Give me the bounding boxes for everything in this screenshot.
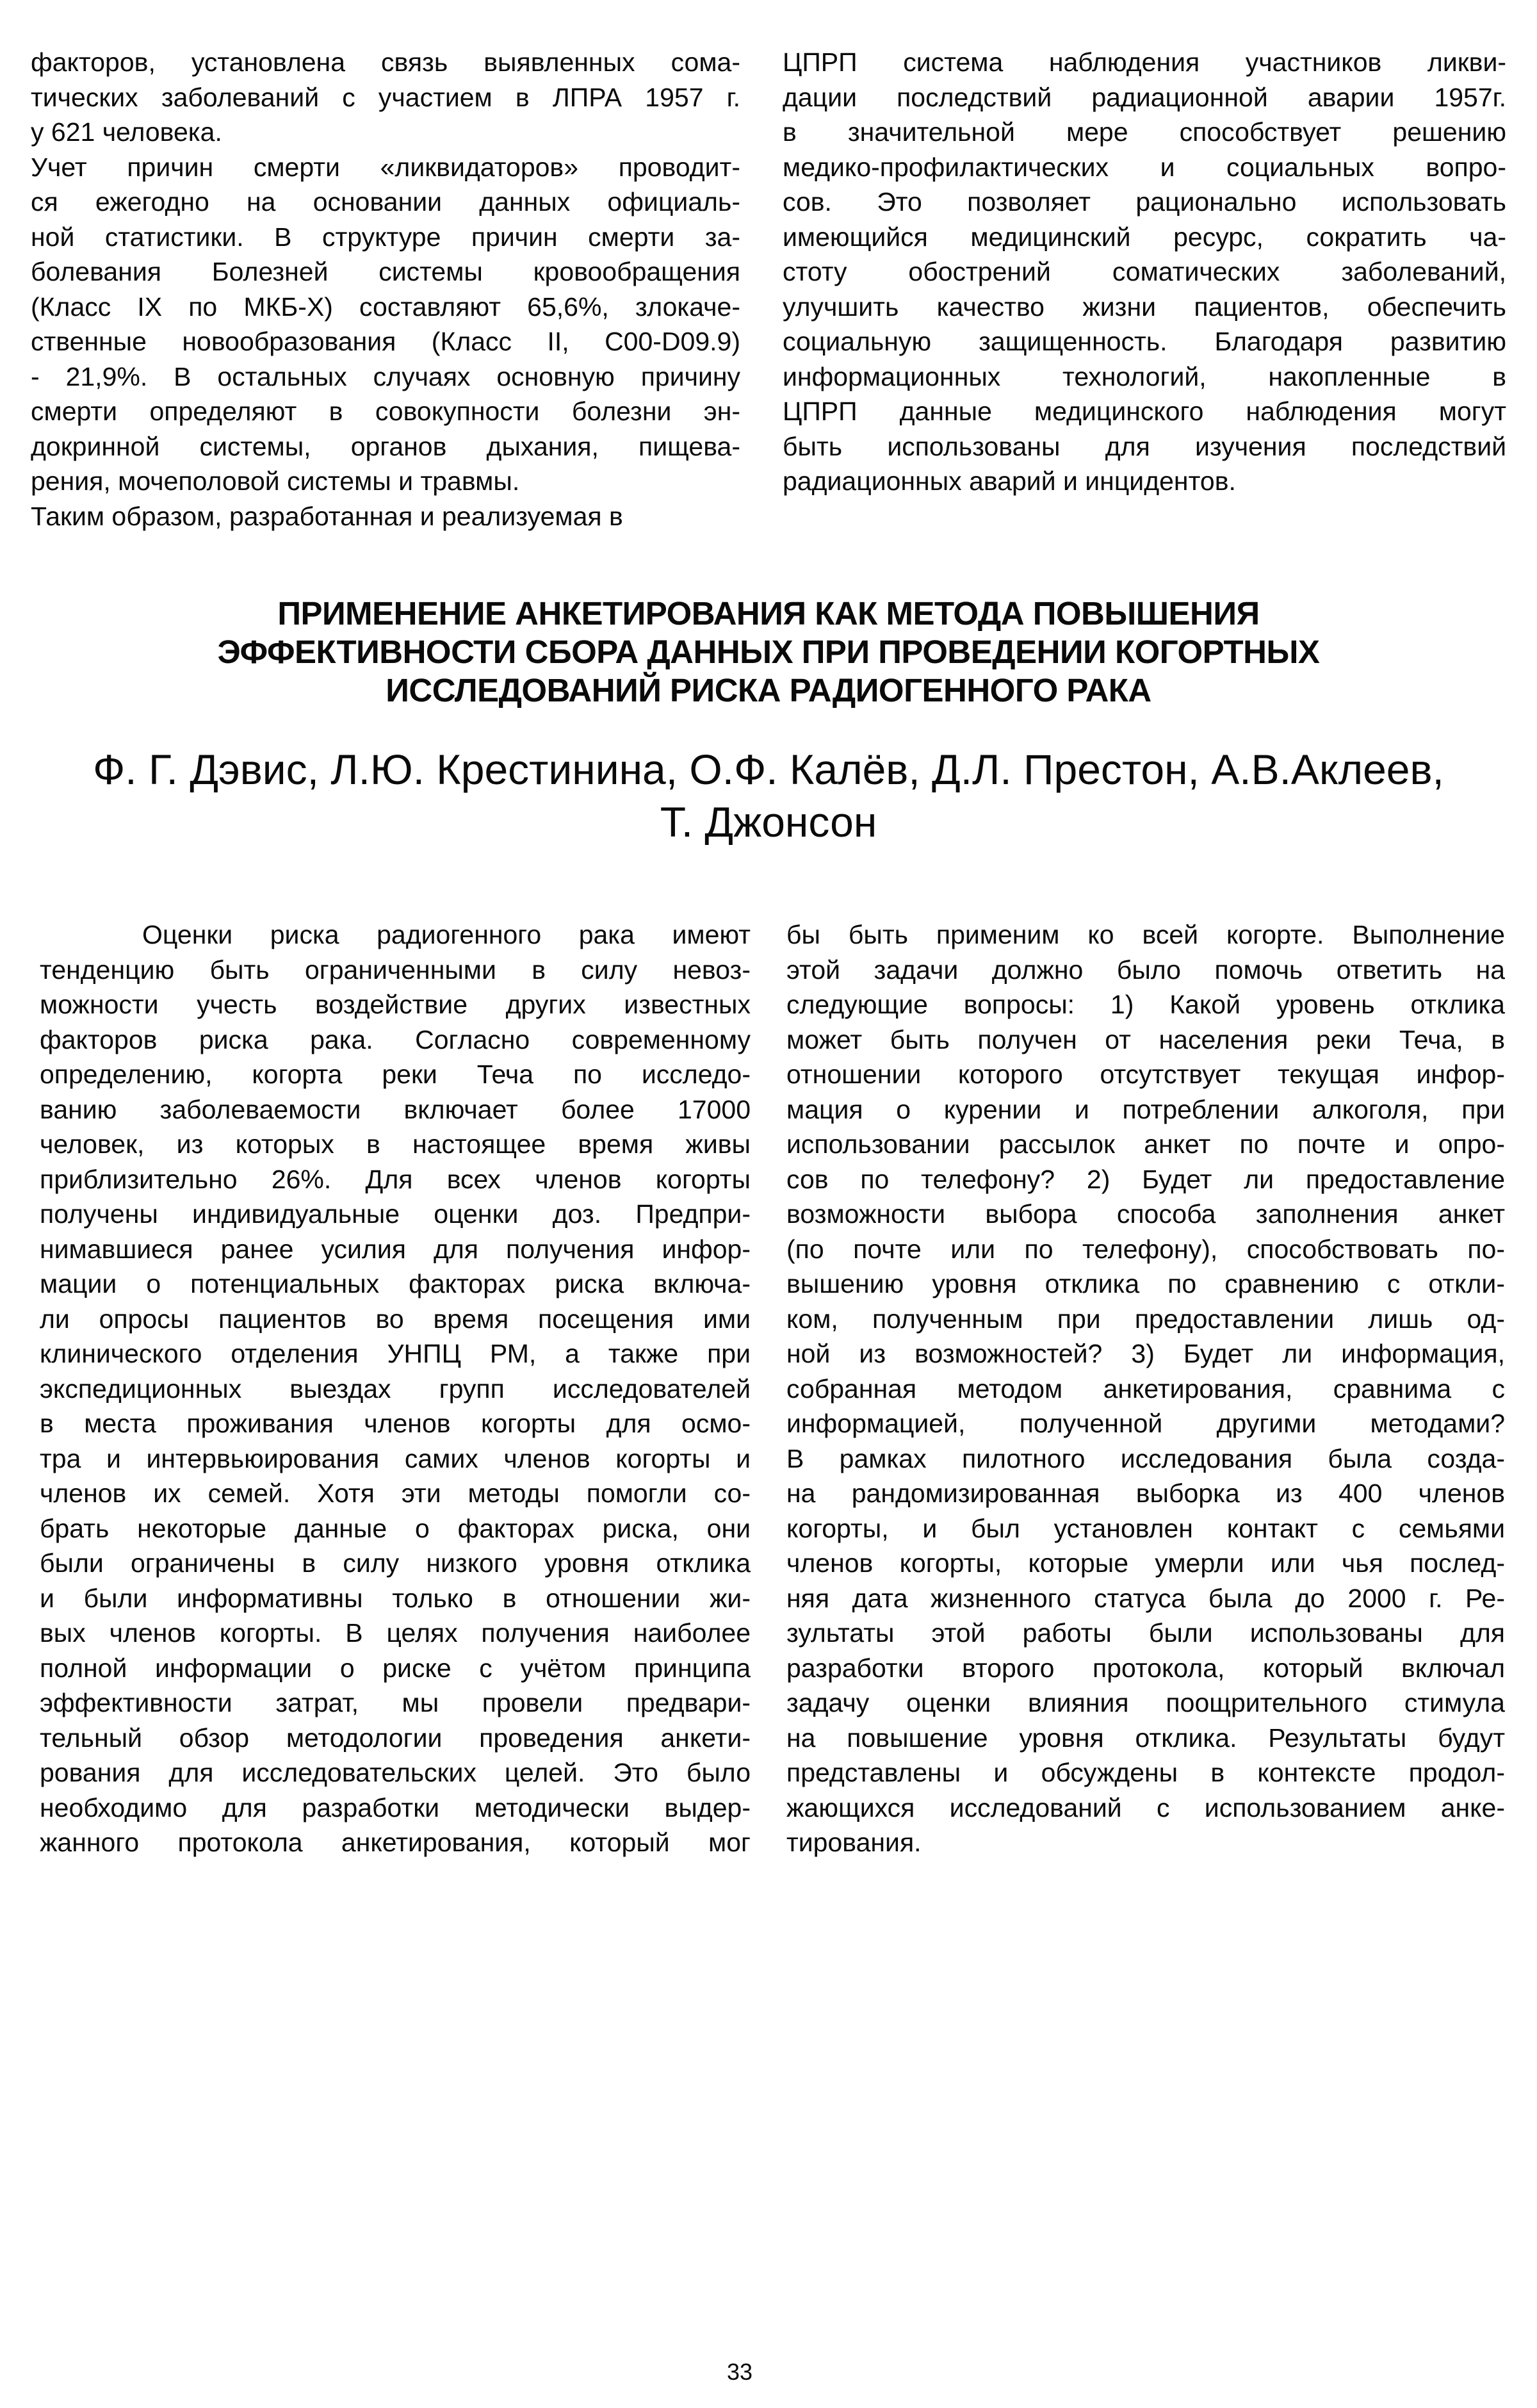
text-line: няя дата жизненного статуса была до 2000 г. Ре-	[786, 1583, 1505, 1613]
text-line: ванию заболеваемости включает более 17000	[40, 1094, 751, 1124]
text-line: в места проживания членов когорты для осмо-	[40, 1409, 751, 1438]
text-line: собранная методом анкетирования, сравнима с	[786, 1373, 1505, 1404]
text-line: (по почте или по телефону), способствовать по-	[786, 1234, 1505, 1264]
text-line: человек, из которых в настоящее время живы	[40, 1129, 751, 1159]
text-line: В рамках пилотного исследования была созда-	[786, 1443, 1505, 1473]
article-title-line: ИССЛЕДОВАНИЙ РИСКА РАДИОГЕННОГО РАКА	[386, 672, 1151, 708]
text-line: приблизительно 26%. Для всех членов когорты	[40, 1164, 751, 1194]
text-line: следующие вопросы: 1) Какой уровень отклика	[786, 990, 1505, 1019]
text-line: - 21,9%. В остальных случаях основную причину	[31, 361, 740, 391]
text-line: бы быть применим ко всей когорте. Выполнение	[786, 920, 1505, 949]
text-line: можности учесть воздействие других известных	[40, 990, 751, 1019]
text-line: радиационных аварий и инцидентов.	[783, 466, 1236, 496]
text-line: тирования.	[786, 1828, 922, 1857]
text-line: ной из возможностей? 3) Будет ли информация,	[786, 1339, 1505, 1368]
text-line: быть использованы для изучения последствий	[783, 431, 1506, 461]
article-title-line: ПРИМЕНЕНИЕ АНКЕТИРОВАНИЯ КАК МЕТОДА ПОВЫШЕНИЯ	[277, 595, 1260, 632]
text-line: ком, полученным при предоставлении лишь од-	[786, 1304, 1505, 1334]
text-line: сов. Это позволяет рационально использовать	[783, 187, 1506, 217]
text-line: были ограничены в силу низкого уровня отклика	[40, 1548, 751, 1578]
text-line: ЦПРП система наблюдения участников ликви-	[783, 47, 1506, 77]
text-line: использовании рассылок анкет по почте и опро-	[786, 1129, 1505, 1159]
text-line: этой задачи должно было помочь ответить на	[786, 954, 1505, 985]
text-line: задачу оценки влияния поощрительного стимула	[786, 1688, 1505, 1717]
text-line: информацией, полученной другими методами?	[786, 1409, 1505, 1438]
authors-line: Т. Джонсон	[660, 798, 877, 846]
article-authors	[0, 743, 1537, 848]
text-line: информационных технологий, накопленные в	[783, 361, 1506, 391]
text-line: тических заболеваний с участием в ЛПРА 1957 г.	[31, 82, 740, 112]
text-line: нимавшиеся ранее усилия для получения инфор-	[40, 1234, 751, 1264]
text-line: представлены и обсуждены в контексте продол-	[786, 1758, 1505, 1787]
text-line: рования для исследовательских целей. Это было	[40, 1758, 751, 1787]
text-line: факторов риска рака. Согласно современному	[40, 1024, 751, 1054]
text-line: экспедиционных выездах групп исследователей	[40, 1373, 751, 1404]
text-line: рения, мочеполовой системы и травмы.	[31, 466, 520, 496]
text-line: болевания Болезней системы кровообращения	[31, 257, 740, 286]
text-line: тенденцию быть ограниченными в силу невоз-	[40, 954, 751, 985]
text-line: мации о потенциальных факторах риска включа-	[40, 1269, 751, 1298]
text-line: докринной системы, органов дыхания, пищева-	[31, 431, 740, 461]
text-line: зультаты этой работы были использованы для	[786, 1618, 1505, 1648]
article-right-column	[786, 917, 1505, 1860]
text-line: эффективности затрат, мы провели предвари-	[40, 1688, 751, 1717]
text-line: и были информативны только в отношении жи-	[40, 1583, 751, 1613]
text-line: смерти определяют в совокупности болезни эн-	[31, 397, 740, 426]
text-line: на повышение уровня отклика. Результаты будут	[786, 1723, 1505, 1753]
text-line: ЦПРП данные медицинского наблюдения могут	[783, 397, 1506, 426]
text-line: у 621 человека.	[31, 117, 222, 147]
article-title-line: ЭФФЕКТИВНОСТИ СБОРА ДАННЫХ ПРИ ПРОВЕДЕНИИ КОГОРТНЫХ	[217, 634, 1320, 670]
article-title	[0, 594, 1537, 710]
text-line: определению, когорта реки Теча по исследо-	[40, 1060, 751, 1089]
text-line: возможности выбора способа заполнения анкет	[786, 1199, 1505, 1229]
text-line: сов по телефону? 2) Будет ли предоставление	[786, 1164, 1505, 1194]
text-line: получены индивидуальные оценки доз. Предпри-	[40, 1199, 751, 1229]
text-line: вых членов когорты. В целях получения наиболее	[40, 1618, 751, 1648]
text-line: социальную защищенность. Благодаря развитию	[783, 327, 1506, 356]
text-line: на рандомизированная выборка из 400 членов	[786, 1478, 1505, 1508]
text-line: необходимо для разработки методически выдер-	[40, 1792, 751, 1822]
page-number: 33	[727, 2359, 753, 2385]
text-line: ственные новообразования (Класс II, C00-D09.9)	[31, 327, 740, 356]
text-line: Учет причин смерти «ликвидаторов» проводит-	[31, 152, 740, 182]
text-line: ся ежегодно на основании данных официаль-	[31, 187, 740, 217]
text-line: жанного протокола анкетирования, который мог	[40, 1828, 751, 1857]
text-line: полной информации о риске с учётом принципа	[40, 1653, 751, 1683]
text-line: разработки второго протокола, который включал	[786, 1653, 1505, 1683]
text-line: тра и интервьюирования самих членов когорты и	[40, 1443, 751, 1473]
text-line: медико-профилактических и социальных вопро-	[783, 152, 1506, 182]
text-line: ной статистики. В структуре причин смерти за-	[31, 222, 740, 252]
text-line: ли опросы пациентов во время посещения ими	[40, 1304, 751, 1334]
text-line: мация о курении и потреблении алкоголя, при	[786, 1094, 1505, 1124]
text-line: клинического отделения УНПЦ РМ, а также при	[40, 1339, 751, 1368]
text-line: отношении которого отсутствует текущая инфор-	[786, 1060, 1505, 1089]
text-line: жающихся исследований с использованием анке-	[786, 1792, 1505, 1822]
text-line: имеющийся медицинский ресурс, сократить ча-	[783, 222, 1506, 252]
text-line: членов когорты, которые умерли или чья послед-	[786, 1548, 1505, 1578]
text-line: вышению уровня отклика по сравнению с откли-	[786, 1269, 1505, 1298]
text-line: Таким образом, разработанная и реализуемая в	[31, 501, 623, 531]
text-line: (Класс IX по МКБ-X) составляют 65,6%, злокаче-	[31, 291, 740, 322]
text-line: улучшить качество жизни пациентов, обеспечить	[783, 291, 1506, 322]
text-line: Оценки риска радиогенного рака имеют	[142, 920, 751, 949]
top-right-column	[783, 45, 1506, 499]
article-left-column	[40, 917, 751, 1860]
text-line: брать некоторые данные о факторах риска, они	[40, 1513, 751, 1543]
text-line: может быть получен от населения реки Теча, в	[786, 1024, 1505, 1054]
text-line: тельный обзор методологии проведения анкети-	[40, 1723, 751, 1753]
text-line: факторов, установлена связь выявленных сома-	[31, 47, 740, 77]
text-line: дации последствий радиационной аварии 1957г.	[783, 82, 1506, 112]
text-line: в значительной мере способствует решению	[783, 117, 1506, 147]
text-line: когорты, и был установлен контакт с семьями	[786, 1513, 1505, 1543]
authors-line: Ф. Г. Дэвис, Л.Ю. Крестинина, О.Ф. Калёв, Д.Л. Престон, А.В.Аклеев,	[93, 746, 1444, 793]
text-line: членов их семей. Хотя эти методы помогли со-	[40, 1478, 751, 1508]
text-line: стоту обострений соматических заболеваний,	[783, 257, 1506, 286]
top-left-column	[31, 45, 740, 534]
